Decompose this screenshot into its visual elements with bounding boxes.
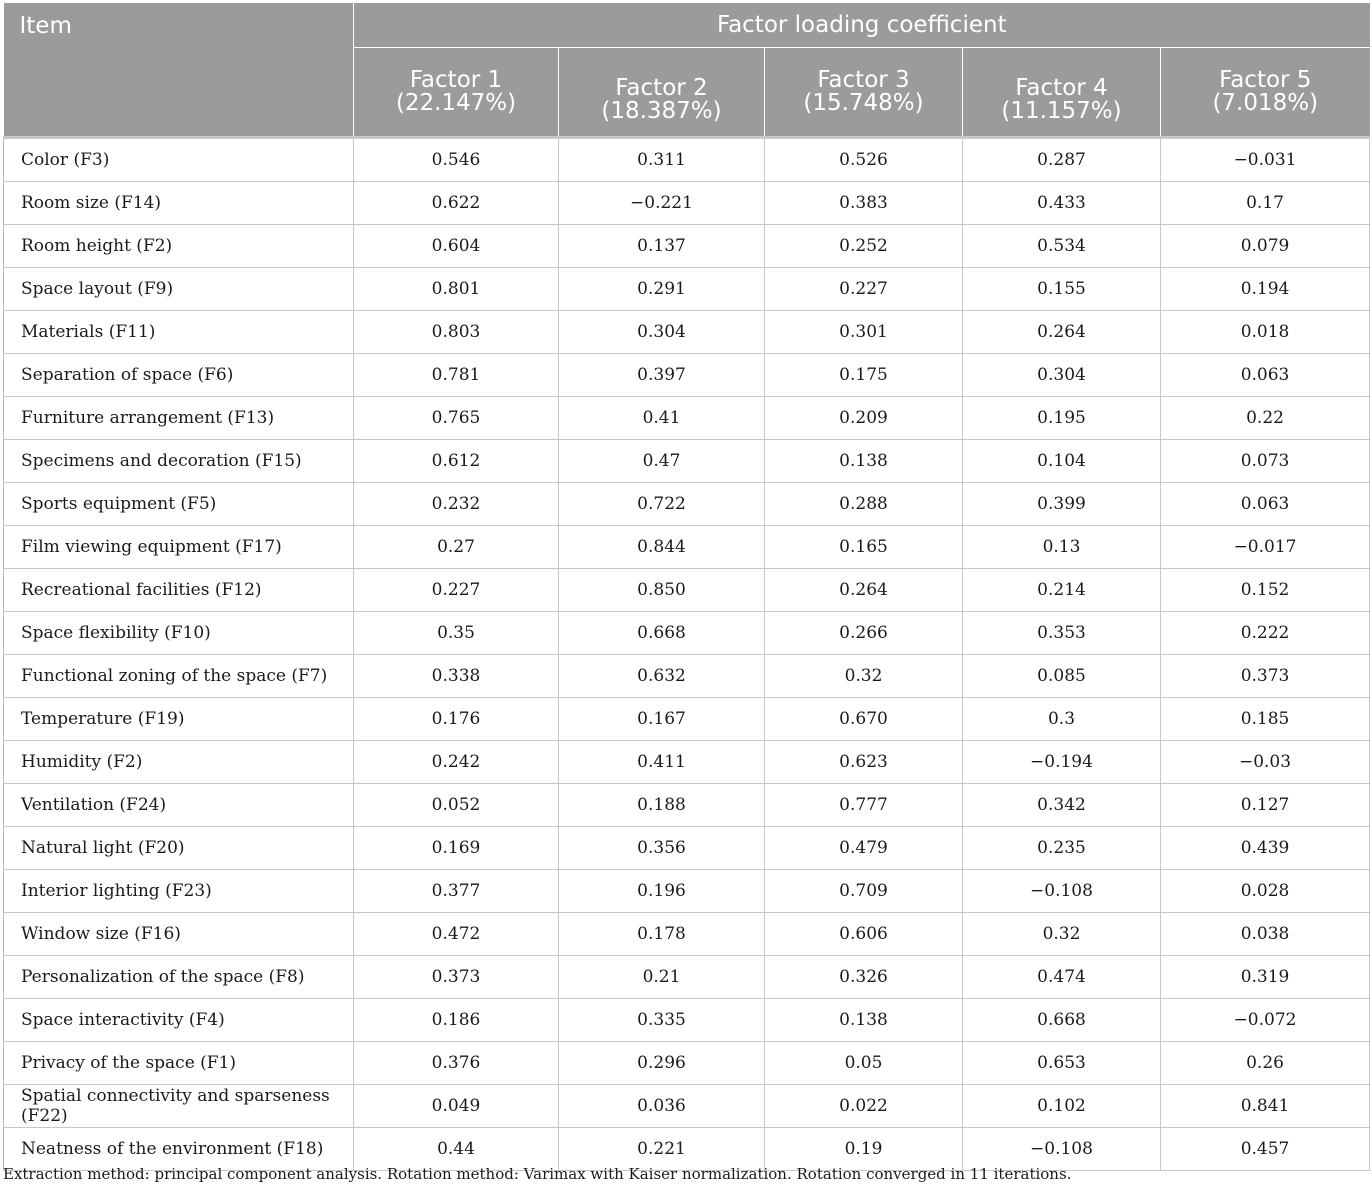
table-row: [4, 784, 1370, 827]
loading-cell: 0.841: [1161, 1085, 1370, 1128]
loading-cell: 0.326: [765, 956, 963, 999]
table-row: [4, 483, 1370, 526]
loading-cell: 0.670: [765, 698, 963, 741]
loading-cell: 0.05: [765, 1042, 963, 1085]
table-row: [4, 956, 1370, 999]
loading-cell: 0.433: [963, 182, 1161, 225]
item-cell: Functional zoning of the space (F7): [4, 655, 354, 698]
loading-cell: 0.221: [559, 1128, 765, 1171]
loading-cell: 0.606: [765, 913, 963, 956]
loading-cell: 0.709: [765, 870, 963, 913]
loading-cell: 0.232: [354, 483, 559, 526]
loading-cell: 0.377: [354, 870, 559, 913]
factor-variance: (11.157%): [1001, 98, 1122, 124]
table-row: [4, 827, 1370, 870]
item-cell: Sports equipment (F5): [4, 483, 354, 526]
loading-cell: 0.632: [559, 655, 765, 698]
loading-cell: 0.138: [765, 999, 963, 1042]
loading-cell: 0.137: [559, 225, 765, 268]
table-row: [4, 870, 1370, 913]
loading-cell: 0.222: [1161, 612, 1370, 655]
loading-cell: 0.036: [559, 1085, 765, 1128]
loading-cell: 0.376: [354, 1042, 559, 1085]
item-cell: Interior lighting (F23): [4, 870, 354, 913]
item-cell: Natural light (F20): [4, 827, 354, 870]
loading-cell: 0.052: [354, 784, 559, 827]
factor-variance: (15.748%): [803, 90, 924, 116]
loading-cell: 0.296: [559, 1042, 765, 1085]
factor-header: [559, 48, 765, 138]
item-cell: Ventilation (F24): [4, 784, 354, 827]
loading-cell: 0.311: [559, 138, 765, 182]
loading-cell: 0.165: [765, 526, 963, 569]
loading-cell: 0.176: [354, 698, 559, 741]
item-cell: Room size (F14): [4, 182, 354, 225]
item-cell: Spatial connectivity and sparseness (F22): [4, 1085, 354, 1128]
item-cell: Temperature (F19): [4, 698, 354, 741]
loading-cell: 0.383: [765, 182, 963, 225]
loading-cell: 0.102: [963, 1085, 1161, 1128]
loading-cell: 0.287: [963, 138, 1161, 182]
table-footnote: Extraction method: principal component analysis. Rotation method: Varimax with Kaiser normalization. Rotation converged in 11 iterations.: [3, 1165, 1072, 1183]
loading-cell: −0.108: [963, 1128, 1161, 1171]
item-cell: Separation of space (F6): [4, 354, 354, 397]
loading-cell: −0.017: [1161, 526, 1370, 569]
loading-cell: 0.722: [559, 483, 765, 526]
item-cell: Film viewing equipment (F17): [4, 526, 354, 569]
loading-cell: 0.085: [963, 655, 1161, 698]
table-row: [4, 526, 1370, 569]
loading-cell: 0.175: [765, 354, 963, 397]
loading-cell: 0.47: [559, 440, 765, 483]
loading-cell: 0.291: [559, 268, 765, 311]
loading-cell: 0.018: [1161, 311, 1370, 354]
loading-cell: 0.028: [1161, 870, 1370, 913]
factor-name: Factor 3: [817, 67, 910, 93]
loading-cell: 0.104: [963, 440, 1161, 483]
loading-cell: 0.063: [1161, 354, 1370, 397]
loading-cell: 0.235: [963, 827, 1161, 870]
loading-cell: 0.209: [765, 397, 963, 440]
loading-cell: 0.604: [354, 225, 559, 268]
loading-cell: 0.411: [559, 741, 765, 784]
loading-cell: 0.264: [963, 311, 1161, 354]
loading-cell: −0.108: [963, 870, 1161, 913]
loading-cell: 0.399: [963, 483, 1161, 526]
loading-cell: 0.622: [354, 182, 559, 225]
loading-cell: 0.227: [765, 268, 963, 311]
loading-cell: 0.844: [559, 526, 765, 569]
loading-cell: 0.049: [354, 1085, 559, 1128]
loading-cell: 0.32: [765, 655, 963, 698]
loading-cell: 0.765: [354, 397, 559, 440]
loading-cell: 0.038: [1161, 913, 1370, 956]
loading-cell: 0.155: [963, 268, 1161, 311]
factor-header: [765, 48, 963, 138]
loading-cell: 0.612: [354, 440, 559, 483]
loading-cell: 0.152: [1161, 569, 1370, 612]
table-row: [4, 138, 1370, 182]
table-row: [4, 913, 1370, 956]
table-row: [4, 440, 1370, 483]
table-row: [4, 1085, 1370, 1128]
factor-variance: (22.147%): [395, 90, 517, 116]
loading-cell: 0.214: [963, 569, 1161, 612]
loading-cell: 0.304: [559, 311, 765, 354]
item-cell: Space interactivity (F4): [4, 999, 354, 1042]
factor-variance: (7.018%): [1212, 90, 1319, 116]
table-row: [4, 354, 1370, 397]
item-cell: Color (F3): [4, 138, 354, 182]
loading-cell: 0.138: [765, 440, 963, 483]
item-cell: Window size (F16): [4, 913, 354, 956]
loading-cell: 0.227: [354, 569, 559, 612]
table-row: [4, 612, 1370, 655]
loading-cell: −0.194: [963, 741, 1161, 784]
table-body: [4, 138, 1370, 1171]
loading-cell: 0.167: [559, 698, 765, 741]
factor-name: Factor 2: [615, 75, 708, 101]
loading-cell: 0.252: [765, 225, 963, 268]
loading-cell: −0.072: [1161, 999, 1370, 1042]
loading-cell: 0.196: [559, 870, 765, 913]
item-cell: Humidity (F2): [4, 741, 354, 784]
loading-cell: 0.242: [354, 741, 559, 784]
loading-cell: 0.127: [1161, 784, 1370, 827]
loading-cell: 0.13: [963, 526, 1161, 569]
item-cell: Specimens and decoration (F15): [4, 440, 354, 483]
loading-cell: 0.41: [559, 397, 765, 440]
loading-cell: 0.26: [1161, 1042, 1370, 1085]
loading-cell: 0.777: [765, 784, 963, 827]
loading-cell: 0.623: [765, 741, 963, 784]
factor-variance: (18.387%): [601, 98, 722, 124]
loading-cell: 0.546: [354, 138, 559, 182]
loading-cell: 0.803: [354, 311, 559, 354]
loading-cell: 0.266: [765, 612, 963, 655]
loading-cell: 0.479: [765, 827, 963, 870]
loading-cell: 0.264: [765, 569, 963, 612]
loading-cell: 0.22: [1161, 397, 1370, 440]
factor-name: Factor 5: [1219, 67, 1312, 93]
factor-header: [1161, 48, 1370, 138]
loading-cell: 0.21: [559, 956, 765, 999]
loading-cell: 0.781: [354, 354, 559, 397]
item-cell: Room height (F2): [4, 225, 354, 268]
loading-cell: 0.474: [963, 956, 1161, 999]
table-row: [4, 311, 1370, 354]
item-column-header: Item: [4, 3, 354, 138]
loading-cell: 0.022: [765, 1085, 963, 1128]
loading-cell: 0.27: [354, 526, 559, 569]
loading-cell: 0.472: [354, 913, 559, 956]
loading-cell: 0.526: [765, 138, 963, 182]
table-row: [4, 182, 1370, 225]
loading-cell: 0.194: [1161, 268, 1370, 311]
loading-cell: 0.534: [963, 225, 1161, 268]
loading-cell: 0.439: [1161, 827, 1370, 870]
loading-cell: 0.19: [765, 1128, 963, 1171]
loading-cell: 0.3: [963, 698, 1161, 741]
item-cell: Space flexibility (F10): [4, 612, 354, 655]
item-cell: Privacy of the space (F1): [4, 1042, 354, 1085]
loading-cell: 0.35: [354, 612, 559, 655]
table-row: [4, 698, 1370, 741]
loading-cell: 0.32: [963, 913, 1161, 956]
loading-cell: 0.373: [354, 956, 559, 999]
table-row: [4, 397, 1370, 440]
loading-cell: 0.356: [559, 827, 765, 870]
item-cell: Personalization of the space (F8): [4, 956, 354, 999]
factor-name: Factor 1: [409, 67, 503, 93]
loading-cell: 0.373: [1161, 655, 1370, 698]
table-row: [4, 225, 1370, 268]
loading-cell: 0.668: [559, 612, 765, 655]
loading-cell: 0.335: [559, 999, 765, 1042]
loading-cell: 0.342: [963, 784, 1161, 827]
loading-cell: 0.169: [354, 827, 559, 870]
item-cell: Furniture arrangement (F13): [4, 397, 354, 440]
loading-cell: 0.063: [1161, 483, 1370, 526]
loading-cell: 0.301: [765, 311, 963, 354]
table-row: [4, 268, 1370, 311]
loading-cell: 0.186: [354, 999, 559, 1042]
table-row: [4, 569, 1370, 612]
loading-cell: 0.653: [963, 1042, 1161, 1085]
loading-cell: 0.178: [559, 913, 765, 956]
item-cell: Recreational facilities (F12): [4, 569, 354, 612]
table-row: [4, 999, 1370, 1042]
loading-cell: 0.801: [354, 268, 559, 311]
item-cell: Neatness of the environment (F18): [4, 1128, 354, 1171]
loading-cell: 0.288: [765, 483, 963, 526]
loading-cell: −0.03: [1161, 741, 1370, 784]
loading-cell: 0.850: [559, 569, 765, 612]
factor-header: [354, 48, 559, 138]
loading-cell: 0.353: [963, 612, 1161, 655]
table-row: [4, 655, 1370, 698]
factor-loading-group-header: Factor loading coefficient: [354, 3, 1370, 48]
loading-cell: 0.338: [354, 655, 559, 698]
loading-cell: 0.073: [1161, 440, 1370, 483]
loading-cell: 0.195: [963, 397, 1161, 440]
table-row: [4, 741, 1370, 784]
loading-cell: −0.031: [1161, 138, 1370, 182]
loading-cell: 0.185: [1161, 698, 1370, 741]
loading-cell: 0.17: [1161, 182, 1370, 225]
loading-cell: −0.221: [559, 182, 765, 225]
factor-header: [963, 48, 1161, 138]
loading-cell: 0.079: [1161, 225, 1370, 268]
item-cell: Space layout (F9): [4, 268, 354, 311]
loading-cell: 0.457: [1161, 1128, 1370, 1171]
item-cell: Materials (F11): [4, 311, 354, 354]
loading-cell: 0.397: [559, 354, 765, 397]
table-row: [4, 1042, 1370, 1085]
loading-cell: 0.188: [559, 784, 765, 827]
loading-cell: 0.319: [1161, 956, 1370, 999]
loading-cell: 0.668: [963, 999, 1161, 1042]
factor-name: Factor 4: [1015, 75, 1108, 101]
loading-cell: 0.44: [354, 1128, 559, 1171]
loading-cell: 0.304: [963, 354, 1161, 397]
factor-loading-table: [3, 3, 1370, 1171]
